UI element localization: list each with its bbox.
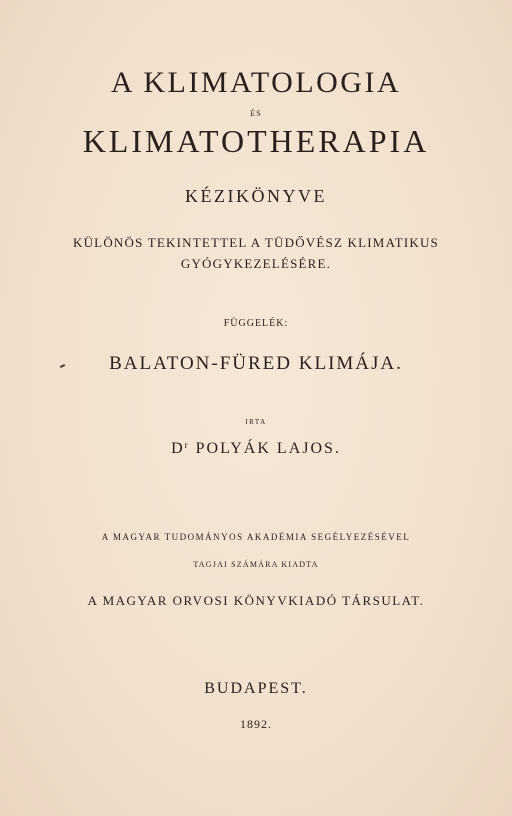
publication-city: BUDAPEST.	[204, 680, 308, 697]
title-line-3: KÉZIKÖNYVE	[185, 186, 327, 206]
support-line: A MAGYAR TUDOMÁNYOS AKADÉMIA SEGÉLYEZÉSÉVEL	[101, 532, 411, 542]
title-conjunction: ÉS	[250, 109, 262, 118]
publication-year: 1892.	[240, 717, 272, 731]
written-by-label: IRTA	[245, 418, 267, 426]
subtitle-line-2: GYÓGYKEZELÉSÉRE.	[180, 256, 332, 271]
publisher: A MAGYAR ORVOSI KÖNYVKIADÓ TÁRSULAT.	[87, 593, 425, 608]
appendix-label: FÜGGELÉK:	[223, 318, 289, 329]
title-line-2: KLIMATOTHERAPIA	[82, 123, 430, 159]
author-prefix-superscript: r	[184, 440, 190, 450]
subtitle-line-1: KÜLÖNÖS TEKINTETTEL A TÜDŐVÉSZ KLIMATIKUS	[73, 235, 439, 250]
members-line: TAGJAI SZÁMÁRA KIADTA	[193, 560, 319, 569]
author-prefix: D	[171, 440, 185, 457]
title-line-1: A KLIMATOLOGIA	[110, 66, 402, 99]
appendix-title: BALATON-FÜRED KLIMÁJA.	[109, 353, 403, 374]
author-name: POLYÁK LAJOS.	[195, 440, 341, 457]
author-line	[0, 440, 512, 458]
